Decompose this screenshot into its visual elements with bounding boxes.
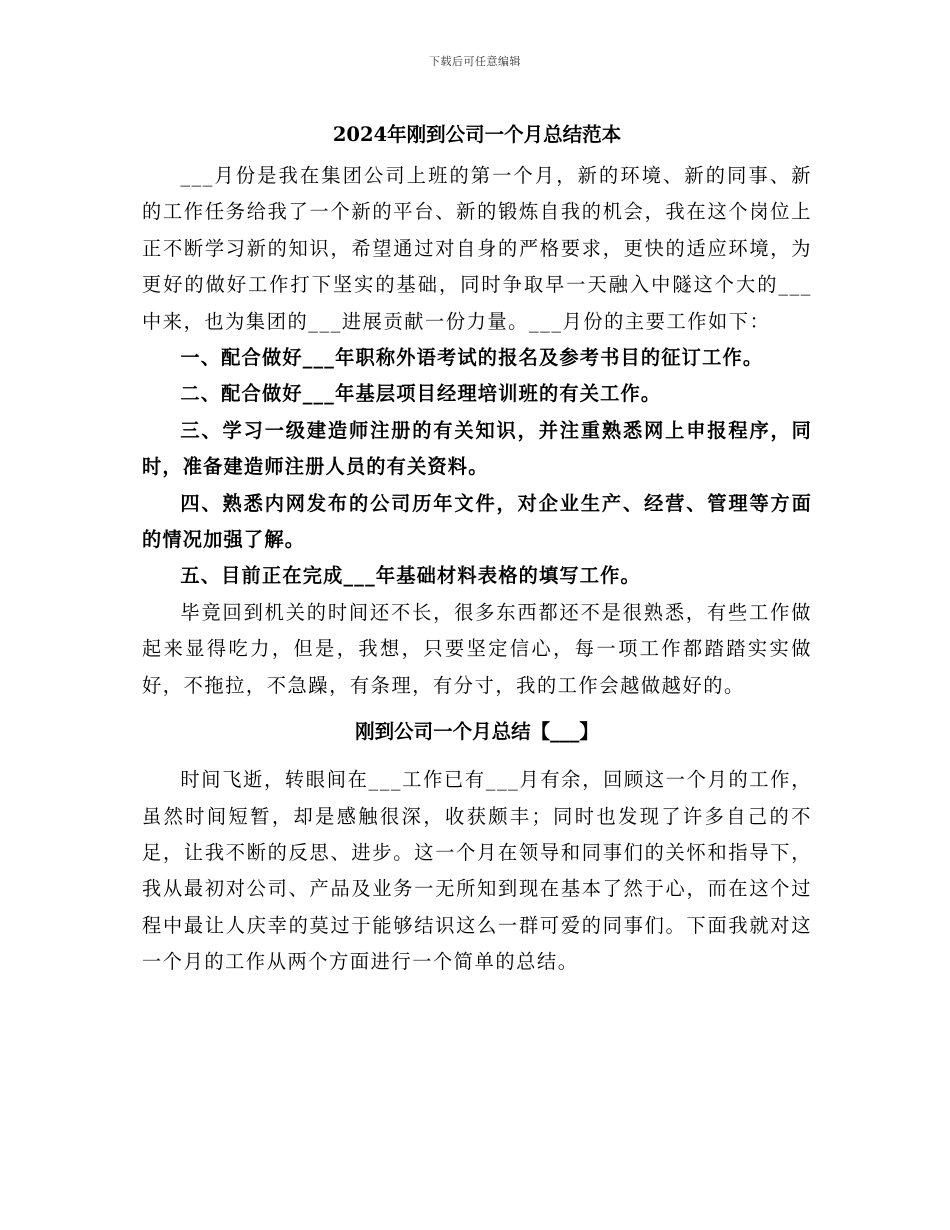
document-title: 2024年刚到公司一个月总结范本 [332, 123, 622, 146]
document-body [142, 118, 812, 981]
work-item-2: 二、配合做好___年基层项目经理培训班的有关工作。 [180, 382, 662, 406]
closing-paragraph: 毕竟回到机关的时间还不长，很多东西都还不是很熟悉，有些工作做起来显得吃力，但是，我想，只要坚定信心，每一项工作都踏踏实实做好，不拖拉，不急躁，有条理，有分寸，我的工作会越做越好的。 [142, 600, 812, 697]
section-title: 刚到公司一个月总结【___】 [355, 720, 599, 744]
intro-paragraph: ___月份是我在集团公司上班的第一个月，新的环境、新的同事、新的工作任务给我了一个新的平台、新的锻炼自我的机会，我在这个岗位上正不断学习新的知识，希望通过对自身的严格要求，更快的适应环境，为更好的做好工作打下坚实的基础，同时争取早一天融入中隧这个大的___中来，也为集团的___进展贡献一份力量。___月份的主要工作如下： [142, 164, 812, 333]
work-item-3: 三、学习一级建造师注册的有关知识，并注重熟悉网上申报程序，同时，准备建造师注册人员的有关资料。 [142, 418, 812, 479]
work-item-4: 四、熟悉内网发布的公司历年文件，对企业生产、经营、管理等方面的情况加强了解。 [142, 491, 812, 552]
section2-paragraph: 时间飞逝，转眼间在___工作已有___月有余，回顾这一个月的工作，虽然时间短暂，却是感触很深，收获颇丰；同时也发现了许多自己的不足，让我不断的反思、进步。这一个月在领导和同事们的关怀和指导下，我从最初对公司、产品及业务一无所知到现在基本了然于心，而在这个过程中最让人庆幸的莫过于能够结识这么一群可爱的同事们。下面我就对这一个月的工作从两个方面进行一个简单的总结。 [142, 768, 812, 974]
header-note: 下载后可任意编辑 [429, 55, 521, 68]
work-item-5: 五、目前正在完成___年基础材料表格的填写工作。 [180, 564, 641, 588]
work-item-1: 一、配合做好___年职称外语考试的报名及参考书目的征订工作。 [180, 346, 764, 370]
